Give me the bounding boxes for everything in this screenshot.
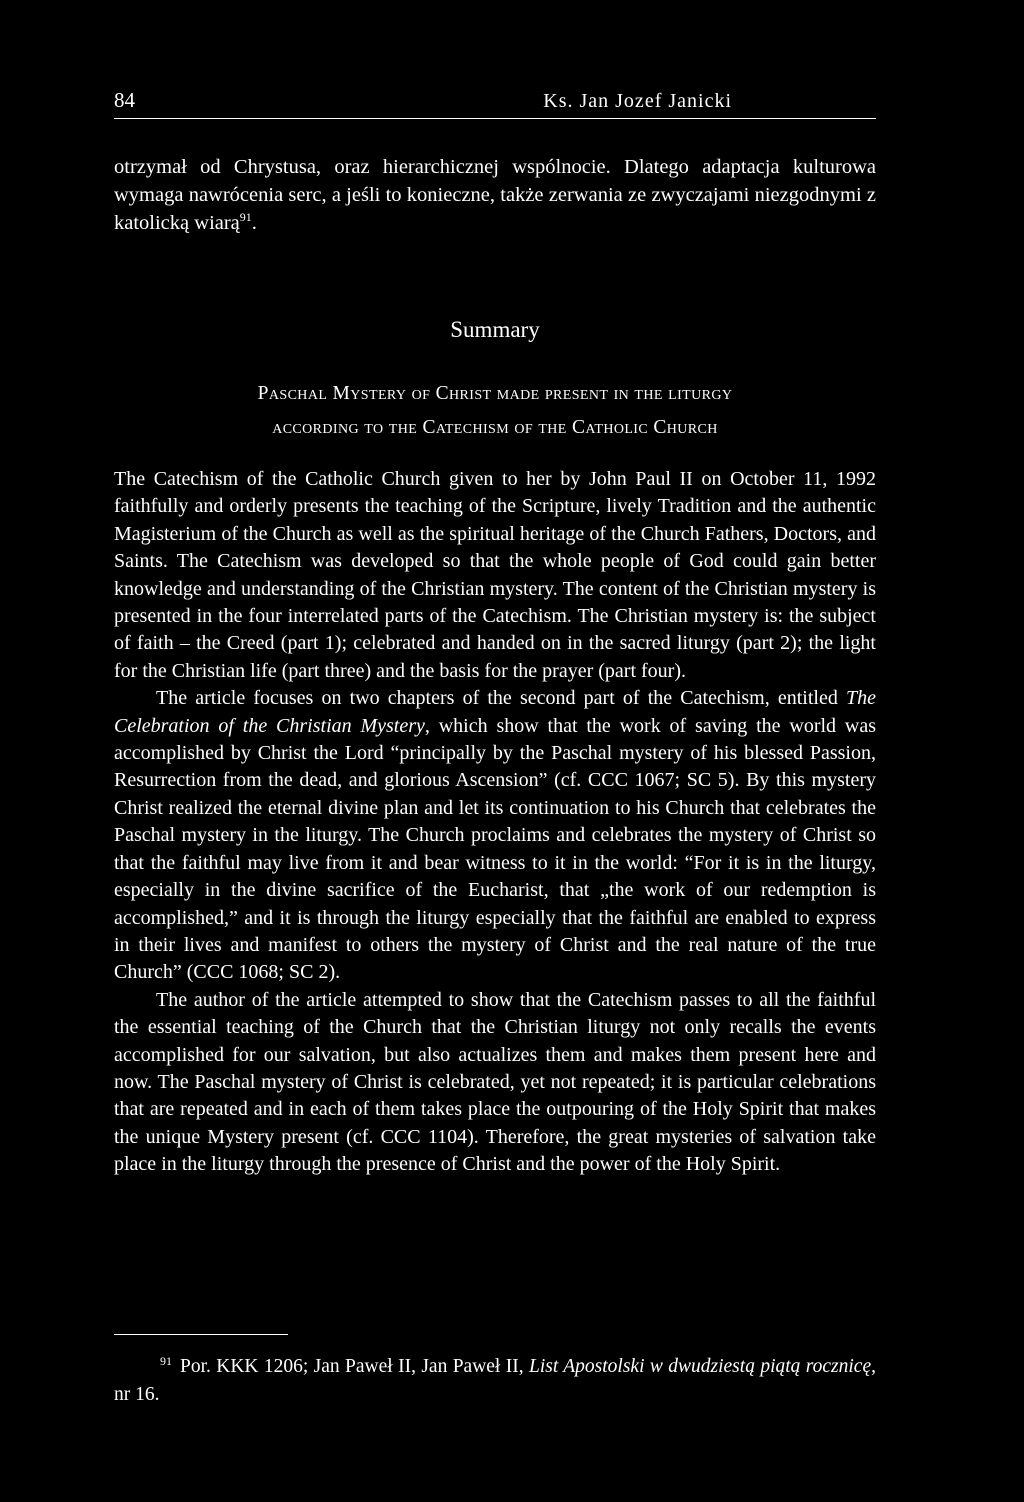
p2-rest: , which show that the work of saving the world was accomplished by Christ the Lord “principally by the Paschal mystery of his blessed Passion, Resurrection from the dead, and glorious Ascension” (cf. CCC 1067; SC 5). By this mystery Christ realized the eternal divine plan and let its continuation to his Church that celebrates the Paschal mystery in the liturgy. The Church proclaims and celebrates the mystery of Christ so that the faithful may live from it and bear witness to it in the world: “For it is in the liturgy, especially in the divine sacrifice of the Eucharist, that „the work of our redemption is accomplished,” and it is through the liturgy especially that the faithful are enabled to express in their lives and manifest to others the mystery of Christ and the real nature of the true Church” (CCC 1068; SC 2).	[114, 714, 876, 984]
article-title-line-2: according to the Catechism of the Catholic Church	[272, 417, 718, 438]
p2-start: The article focuses on two chapters of the second part of the Catechism, entitled	[156, 687, 846, 710]
footnote-text: Por. KKK 1206; Jan Paweł II, Jan Paweł II,	[180, 1356, 529, 1377]
summary-paragraph-3: The author of the article attempted to show that the Catechism passes to all the faithful the essential teaching of the Church that the Christian liturgy not only recalls the events accomplished for our salvation, but also actualizes them and makes them present here and now. The Paschal mystery of Christ is celebrated, yet not repeated; it is particular celebrations that are repeated and in each of them takes place the outpouring of the Holy Spirit that makes the unique Mystery present (cf. CCC 1104). Therefore, the great mysteries of salvation take place in the liturgy through the presence of Christ and the power of the Holy Spirit.	[114, 988, 876, 1176]
article-title-line-1: Paschal Mystery of Christ made present in the liturgy	[257, 383, 733, 404]
footnote-separator	[114, 1334, 288, 1335]
running-header	[114, 84, 876, 119]
footnote-end: , nr 16.	[114, 1356, 876, 1405]
page-number: 84	[114, 88, 135, 112]
footnote	[114, 1353, 876, 1409]
intro-end: .	[251, 212, 257, 234]
summary-heading: Summary	[450, 317, 540, 342]
running-title: Ks. Jan Jozef Janicki	[543, 90, 732, 112]
article-title	[114, 377, 876, 445]
summary-paragraph-1: The Catechism of the Catholic Church given to her by John Paul II on October 11, 1992 faithfully and orderly presents the teaching of the Scripture, lively Tradition and the authentic Magisterium of the Church as well as the spiritual heritage of the Church Fathers, Doctors, and Saints. The Catechism was developed so that the whole people of God could gain better knowledge and understanding of the Christian mystery. The content of the Christian mystery is presented in the four interrelated parts of the Catechism. The Christian mystery is: the subject of faith – the Creed (part 1); celebrated and handed on in the sacred liturgy (part 2); the light for the Christian life (part three) and the basis for the prayer (part four).	[114, 468, 876, 682]
summary-body	[114, 466, 876, 1179]
intro-paragraph	[114, 153, 876, 237]
intro-text: otrzymał od Chrystusa, oraz hierarchicznej wspólnocie. Dlatego adaptacja kulturowa wymaga nawrócenia serc, a jeśli to konieczne, także zerwania ze zwyczajami niezgodnymi z katolicką wiarą	[114, 156, 876, 234]
page	[114, 0, 876, 1502]
p2-italic-title: The Celebration of the Christian Mystery	[114, 687, 876, 737]
summary-paragraph-2	[114, 685, 876, 986]
footnote-reference[interactable]: 91	[239, 210, 252, 225]
footnote-number: 91	[160, 1353, 172, 1368]
footnote-italic: List Apostolski w dwudziestą piątą rocznicę	[528, 1356, 872, 1377]
